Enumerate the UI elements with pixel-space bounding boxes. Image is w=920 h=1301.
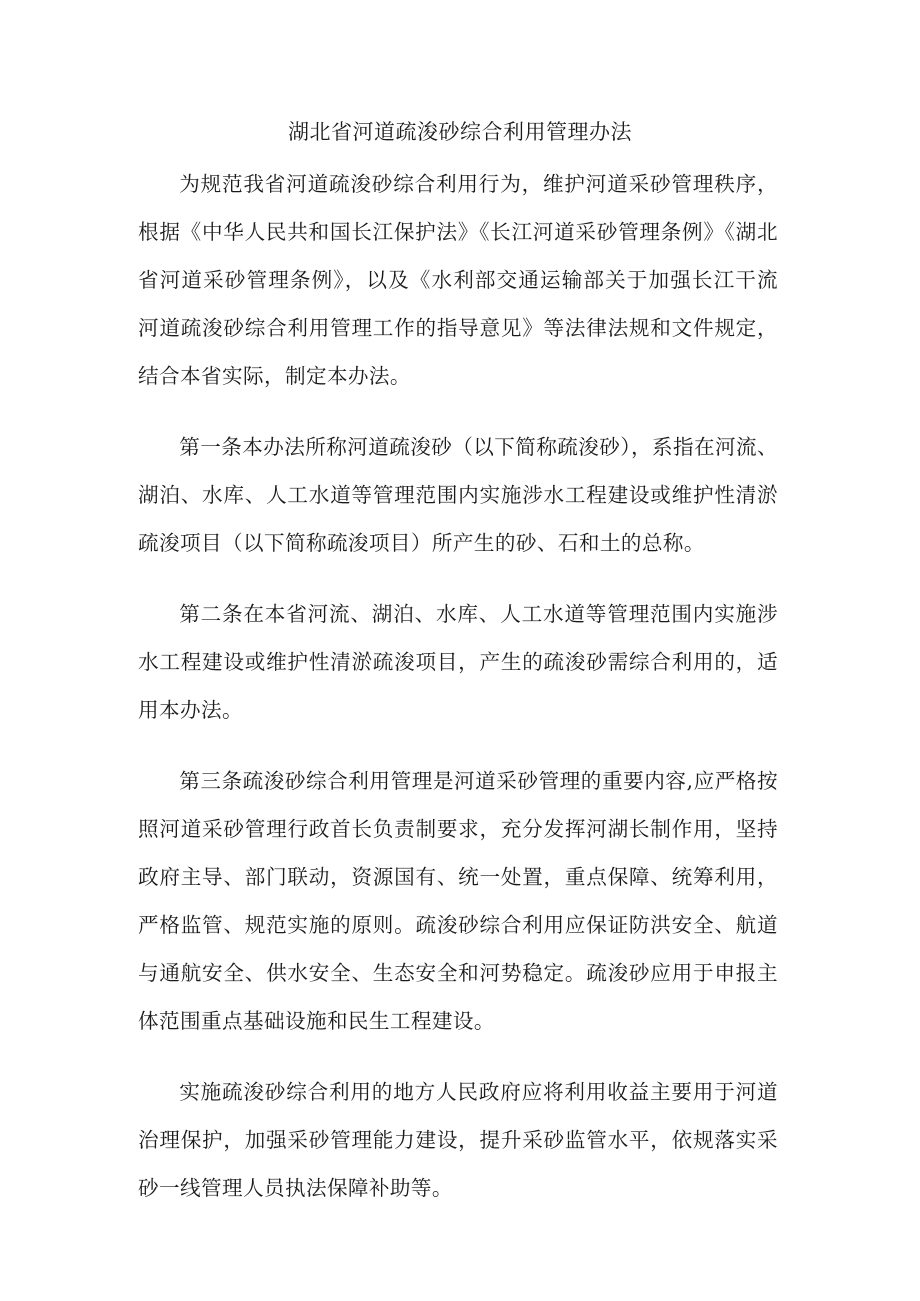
paragraph-article-2: 第二条在本省河流、湖泊、水库、人工水道等管理范围内实施涉水工程建设或维护性清淤疏浚项目，产生的疏浚砂需综合利用的，适用本办法。 <box>138 602 778 722</box>
document-body <box>138 160 778 1235</box>
document-title: 湖北省河道疏浚砂综合利用管理办法 <box>288 120 632 144</box>
paragraph-article-1: 第一条本办法所称河道疏浚砂（以下简称疏浚砂），系指在河流、湖泊、水库、人工水道等管理范围内实施涉水工程建设或维护性清淤疏浚项目（以下简称疏浚项目）所产生的砂、石和土的总称。 <box>138 435 778 555</box>
paragraph-article-3-continued: 实施疏浚砂综合利用的地方人民政府应将利用收益主要用于河道治理保护，加强采砂管理能力建设，提升采砂监管水平，依规落实采砂一线管理人员执法保障补助等。 <box>138 1080 778 1200</box>
paragraph-article-3: 第三条疏浚砂综合利用管理是河道采砂管理的重要内容,应严格按照河道采砂管理行政首长负责制要求，充分发挥河湖长制作用，坚持政府主导、部门联动，资源国有、统一处置，重点保障、统筹利用，严格监管、规范实施的原则。疏浚砂综合利用应保证防洪安全、航道与通航安全、供水安全、生态安全和河势稳定。疏浚砂应用于申报主体范围重点基础设施和民生工程建设。 <box>138 769 778 1033</box>
paragraph-preamble: 为规范我省河道疏浚砂综合利用行为，维护河道采砂管理秩序，根据《中华人民共和国长江保护法》《长江河道采砂管理条例》《湖北省河道采砂管理条例》，以及《水利部交通运输部关于加强长江干流河道疏浚砂综合利用管理工作的指导意见》等法律法规和文件规定，结合本省实际，制定本办法。 <box>138 172 778 388</box>
